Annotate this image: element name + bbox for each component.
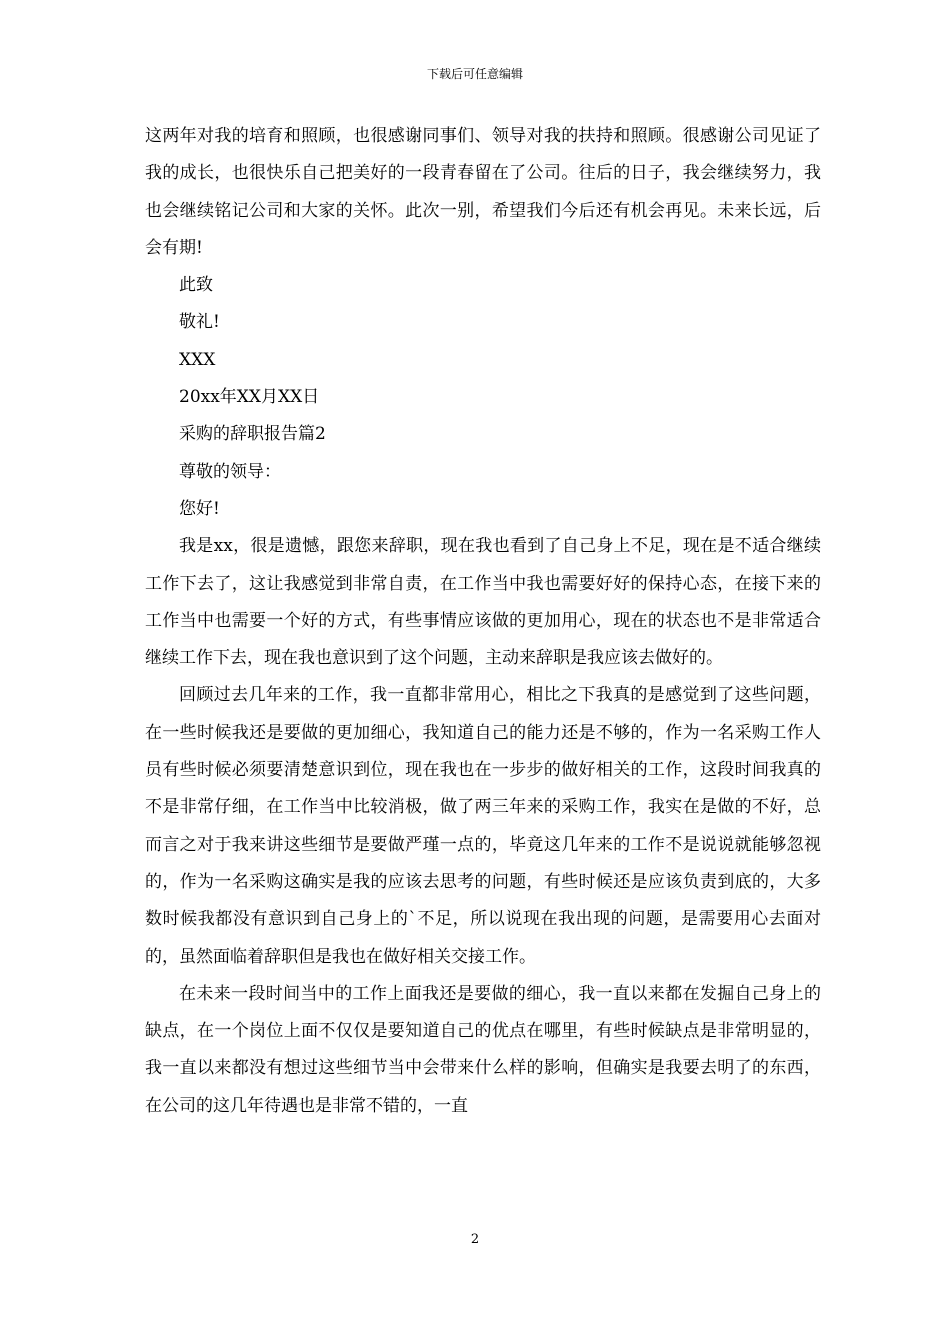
- closing-regards: 敬礼!: [179, 312, 220, 333]
- document-body: [145, 118, 821, 1125]
- page-header: 下载后可任意编辑: [426, 67, 523, 81]
- signature-date: 20xx年XX月XX日: [179, 387, 320, 408]
- letter-hello: 您好!: [179, 498, 220, 519]
- paragraph-continued: 这两年对我的培育和照顾，也很感谢同事们、领导对我的扶持和照顾。很感谢公司见证了我的成长，也很快乐自己把美好的一段青春留在了公司。往后的日子，我会继续努力，我也会继续铭记公司和大家的关怀。此次一别，希望我们今后还有机会再见。未来长远，后会有期!: [145, 126, 821, 258]
- signature-name: XXX: [179, 349, 216, 370]
- letter-greeting: 尊敬的领导：: [179, 461, 281, 482]
- paragraph: 回顾过去几年来的工作，我一直都非常用心，相比之下我真的是感觉到了这些问题，在一些时候我还是要做的更加细心，我知道自己的能力还是不够的，作为一名采购工作人员有些时候必须要清楚意识到位，现在我也在一步步的做好相关的工作，这段时间我真的不是非常仔细，在工作当中比较消极，做了两三年来的采购工作，我实在是做的不好，总而言之对于我来讲这些细节是要做严瑾一点的，毕竟这几年来的工作不是说说就能够忽视的，作为一名采购这确实是我的应该去思考的问题，有些时候还是应该负责到底的，大多数时候我都没有意识到自己身上的`不足，所以说现在我出现的问题，是需要用心去面对的，虽然面临着辞职但是我也在做好相关交接工作。: [145, 685, 821, 967]
- closing-salutation: 此致: [179, 275, 213, 296]
- section-title: 采购的辞职报告篇2: [179, 424, 326, 445]
- paragraph: 我是xx，很是遗憾，跟您来辞职，现在我也看到了自己身上不足，现在是不适合继续工作下去了，这让我感觉到非常自责，在工作当中我也需要好好的保持心态，在接下来的工作当中也需要一个好的方式，有些事情应该做的更加用心，现在的状态也不是非常适合继续工作下去，现在我也意识到了这个问题，主动来辞职是我应该去做好的。: [145, 536, 821, 669]
- paragraph: 在未来一段时间当中的工作上面我还是要做的细心，我一直以来都在发掘自己身上的缺点，在一个岗位上面不仅仅是要知道自己的优点在哪里，有些时候缺点是非常明显的，我一直以来都没有想过这些细节当中会带来什么样的影响，但确实是我要去明了的东西，在公司的这几年待遇也是非常不错的，一直: [145, 983, 821, 1116]
- page-number: 2: [470, 1232, 480, 1247]
